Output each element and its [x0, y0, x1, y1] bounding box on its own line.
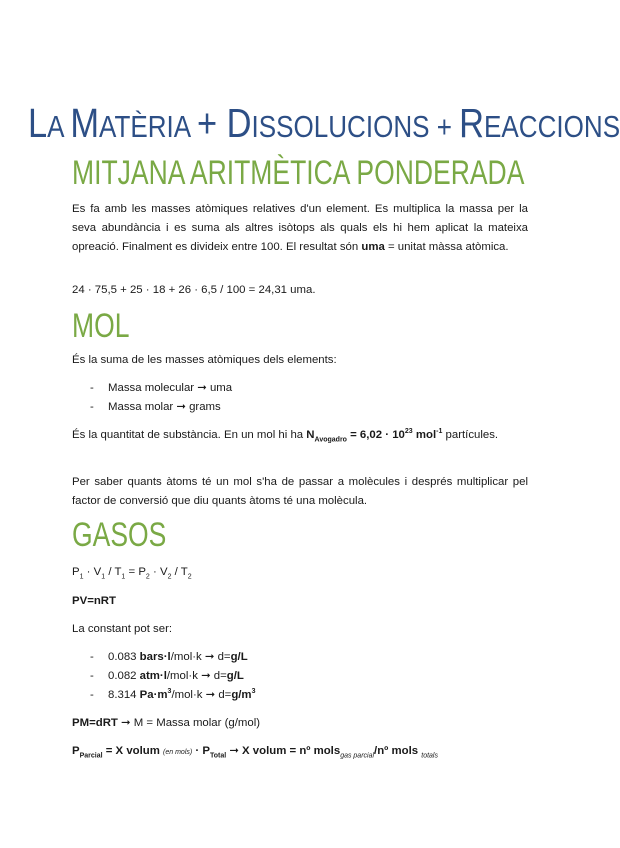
heading-weighted-mean: MITJANA ARITMÈTICA PONDERADA — [72, 154, 525, 192]
list-item: - 8.314 $Pa\cdot m^3/mol\cdot k$ ➞ $d=g/m^3$ — [90, 688, 256, 701]
paragraph-avogadro: És la quantitat de substància. En un mol hi ha $N_{Avogadro} = 6,02 \cdot 10^{23}$ mol$^{-1}$ partícules. — [72, 428, 499, 444]
mol-intro: És la suma de les masses atòmiques dels elements: — [72, 354, 337, 366]
list-item: - Massa molecular ➞ uma — [90, 382, 233, 394]
document-title: LA MATÈRIA + DISSOLUCIONS + REACCIONS — [28, 100, 620, 146]
formula-partial-pressure: $P_{Parcial} = X$ volum (en mols) · $P_{Total}$ ➞ X volum = nº mols$_{gas parcial}$/nº mols $_{totals}$ — [72, 745, 438, 760]
constant-intro: La constant pot ser: — [72, 623, 173, 635]
paragraph-weighted-mean: Es fa amb les masses atòmiques relatives d'un element. Es multiplica la massa per la seva abundància i es suma als altres isòtops als quals els hi hem aplicat la mateixa opreació. Finalment es divideix entre 100. El resultat són uma = unitat màssa atòmica. — [72, 203, 528, 253]
formula-boyle: $P_1 \cdot V_1 / T_1 = P_2 \cdot V_2 / T_2$ — [72, 566, 192, 581]
list-item: - 0.083 bars·l/mol·k ➞ d=g/L — [90, 651, 248, 663]
formula-pmdrt: PM=dRT ➞ M = Massa molar (g/mol) — [72, 717, 261, 729]
list-item: - 0.082 atm·l/mol·k ➞ d=g/L — [90, 670, 244, 682]
list-item: - Massa molar ➞ grams — [90, 401, 221, 413]
heading-gases: GASOS — [72, 516, 167, 554]
paragraph-atoms: Per saber quants àtoms té un mol s'ha de passar a molècules i després multiplicar pel factor de conversió que diu quants àtoms té una molècula. — [72, 476, 528, 507]
heading-mol: MOL — [72, 307, 130, 345]
weighted-mean-example: 24 · 75,5 + 25 · 18 + 26 · 6,5 / 100 = 24,31 uma. — [72, 284, 316, 296]
formula-pvnrt: PV=nRT — [72, 595, 116, 607]
